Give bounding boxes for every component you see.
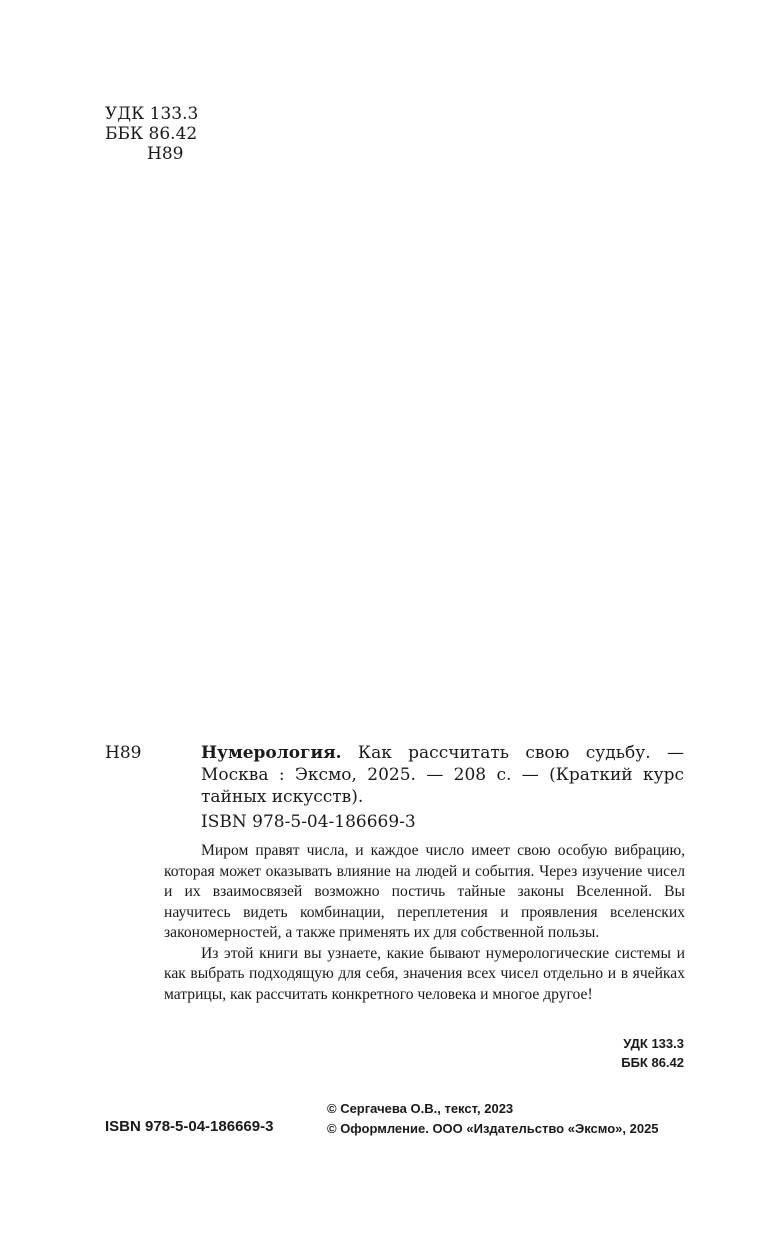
copyright-design: © Оформление. ООО «Издательство «Эксмо», 2025: [327, 1121, 659, 1136]
bbk-code: ББК 86.42: [621, 1055, 684, 1070]
record-isbn: ISBN 978-5-04-186669-3: [201, 812, 416, 832]
header-classification-codes: [105, 104, 198, 164]
annotation-paragraph: Миром правят числа, и каждое число имеет свою особую вибрацию, которая может оказывать влияние на людей и события. Через изучение чисел и их взаимосвязей возможно постичь тайные законы Вселенной. Вы научитесь видеть комбинации, переплетения и проявления вселенских закономерностей, а также применять их для собственной пользы.: [164, 842, 685, 941]
annotation-paragraph: Из этой книги вы узнаете, какие бывают нумерологические системы и как выбрать подходящую для себя, значения всех чисел отдельно и в ячейках матрицы, как рассчитать конкретного человека и многое другое!: [164, 944, 685, 1003]
footer-isbn: ISBN 978-5-04-186669-3: [105, 1118, 274, 1135]
record-author-mark: Н89: [105, 743, 142, 763]
copyright-block: [327, 1099, 659, 1139]
udk-code: УДК 133.3: [623, 1036, 684, 1051]
footer-classification-codes: [621, 1034, 684, 1072]
annotation: [164, 841, 685, 1005]
author-mark: Н89: [147, 144, 184, 164]
book-title: Нумерология.: [201, 743, 342, 763]
udk-code: УДК 133.3: [105, 104, 199, 124]
copyright-text: © Сергачева О.В., текст, 2023: [327, 1101, 514, 1116]
bibliographic-record: [201, 742, 684, 808]
bbk-code: ББК 86.42: [105, 124, 198, 144]
record-details: Как рассчитать свою судьбу. — Москва : Эксмо, 2025. — 208 с. — (Краткий курс тайных искусств).: [201, 743, 684, 807]
